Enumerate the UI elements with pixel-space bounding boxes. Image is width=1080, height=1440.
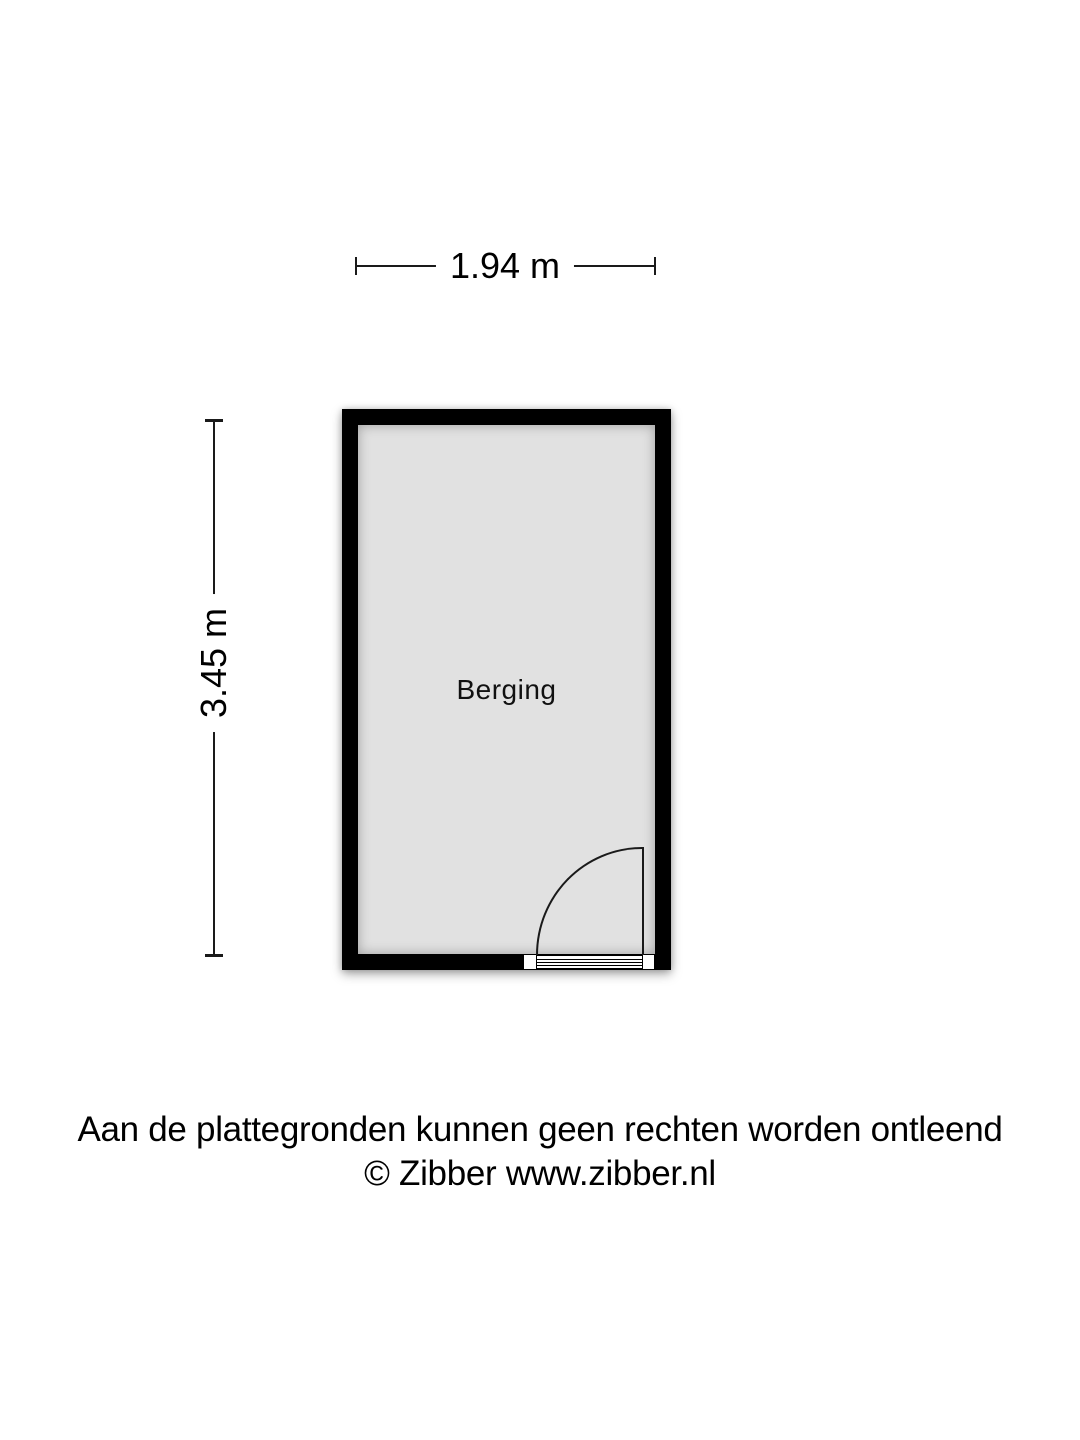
width-dimension-tick-left bbox=[355, 257, 357, 275]
disclaimer-text: Aan de plattegronden kunnen geen rechten worden ontleend bbox=[77, 1110, 1003, 1149]
copyright-text: © Zibber www.zibber.nl bbox=[364, 1154, 716, 1193]
room-name-label: Berging bbox=[456, 673, 557, 705]
door-jamb-left bbox=[523, 954, 537, 970]
height-dimension-label: 3.45 m bbox=[193, 594, 235, 732]
width-dimension-label: 1.94 m bbox=[436, 245, 574, 287]
door-leaf bbox=[642, 847, 644, 955]
door-sill bbox=[537, 954, 642, 970]
width-dimension-tick-right bbox=[654, 257, 656, 275]
door-jamb-right bbox=[642, 954, 655, 970]
height-dimension-tick-top bbox=[205, 419, 223, 422]
height-dimension-tick-bottom bbox=[205, 954, 223, 957]
door-opening bbox=[523, 954, 655, 970]
footer bbox=[0, 1108, 1080, 1196]
